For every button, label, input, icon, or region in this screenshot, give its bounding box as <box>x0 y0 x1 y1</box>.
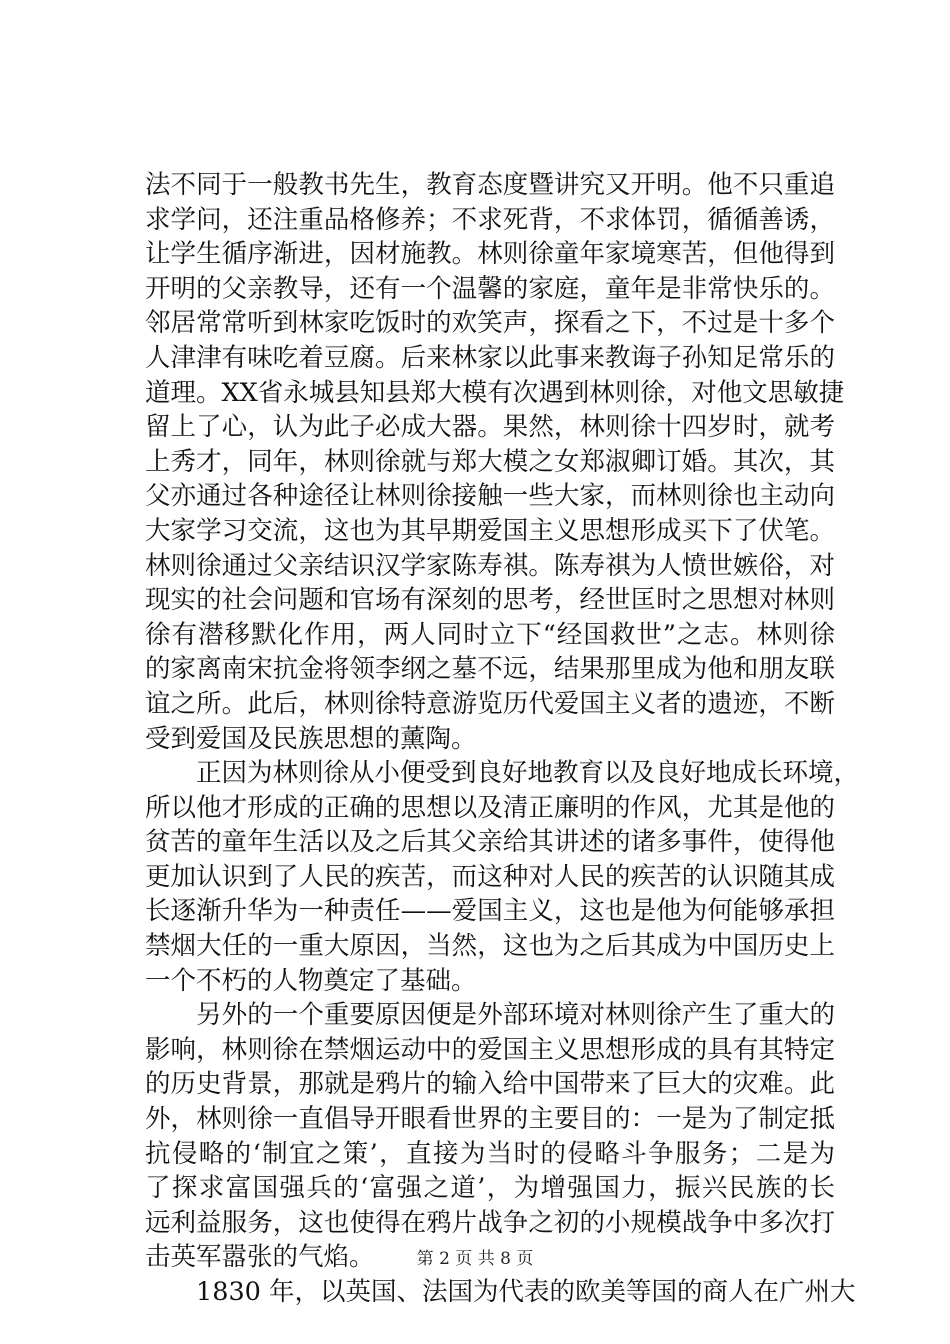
text-line: 正因为林则徐从小便受到良好地教育以及良好地成长环境， <box>145 758 860 789</box>
text-line: 父亦通过各种途径让林则徐接触一些大家，而林则徐也主动向 <box>145 481 835 512</box>
text-line: 一个不朽的人物奠定了基础。 <box>145 965 477 996</box>
text-line: 林则徐通过父亲结识汉学家陈寿祺。陈寿祺为人愤世嫉俗，对 <box>145 550 835 581</box>
text-line: 贫苦的童年生活以及之后其父亲给其讲述的诸多事件，使得他 <box>145 827 835 858</box>
text-line: 开明的父亲教导，还有一个温馨的家庭，童年是非常快乐的。 <box>145 273 835 304</box>
text-line: 法不同于一般教书先生，教育态度暨讲究又开明。他不只重追 <box>145 170 835 200</box>
text-line: 邻居常常听到林家吃饭时的欢笑声，探看之下，不过是十多个 <box>145 308 835 339</box>
text-line: 影响，林则徐在禁烟运动中的爱国主义思想形成的具有其特定 <box>145 1034 835 1065</box>
text-line: 了探求富国强兵的‘富强之道’，为增强国力，振兴民族的长 <box>145 1173 835 1204</box>
text-line: 现实的社会问题和官场有深刻的思考，经世匡时之思想对林则 <box>145 585 835 616</box>
text-line: 道理。XX省永城县知县郑大模有次遇到林则徐，对他文思敏捷 <box>145 377 845 408</box>
text-line: 让学生循序渐进，因材施教。林则徐童年家境寒苦，但他得到 <box>145 239 835 270</box>
text-line: 上秀才，同年，林则徐就与郑大模之女郑淑卿订婚。其次，其 <box>145 446 835 477</box>
text-line: 徐有潜移默化作用，两人同时立下“经国救世”之志。林则徐 <box>145 619 835 650</box>
text-line: 的家离南宋抗金将领李纲之墓不远，结果那里成为他和朋友联 <box>145 654 835 685</box>
text-line: 求学问，还注重品格修养；不求死背，不求体罚，循循善诱， <box>145 204 835 235</box>
text-line: 长逐渐升华为一种责任——爱国主义，这也是他为何能够承担 <box>145 896 835 927</box>
text-line: 远利益服务，这也使得在鸦片战争之初的小规模战争中多次打 <box>145 1207 835 1238</box>
text-line: 所以他才形成的正确的思想以及清正廉明的作风，尤其是他的 <box>145 792 835 823</box>
page-footer: 第 2 页 共 8 页 <box>416 1249 534 1269</box>
text-line: 击英军嚣张的气焰。 <box>145 1242 375 1273</box>
text-line: 禁烟大任的一重大原因，当然，这也为之后其成为中国历史上 <box>145 931 835 962</box>
text-line: 另外的一个重要原因便是外部环境对林则徐产生了重大的 <box>145 1000 835 1031</box>
text-line: 大家学习交流，这也为其早期爱国主义思想形成买下了伏笔。 <box>145 515 835 546</box>
body-text <box>145 168 860 1310</box>
text-line: 谊之所。此后，林则徐特意游览历代爱国主义者的遗迹，不断 <box>145 688 835 719</box>
text-line: 的历史背景，那就是鸦片的输入给中国带来了巨大的灾难。此 <box>145 1069 835 1100</box>
text-line: 受到爱国及民族思想的薰陶。 <box>145 723 477 754</box>
text-line: 留上了心，认为此子必成大器。果然，林则徐十四岁时，就考 <box>145 412 835 443</box>
text-line: 外，林则徐一直倡导开眼看世界的主要目的：一是为了制定抵 <box>145 1104 835 1135</box>
text-line: 更加认识到了人民的疾苦，而这种对人民的疾苦的认识随其成 <box>145 861 835 892</box>
text-line: 1830 年，以英国、法国为代表的欧美等国的商人在广州大 <box>145 1277 856 1307</box>
text-line: 抗侵略的‘制宜之策’，直接为当时的侵略斗争服务；二是为 <box>145 1138 835 1169</box>
text-line: 人津津有味吃着豆腐。后来林家以此事来教诲子孙知足常乐的 <box>145 342 835 373</box>
